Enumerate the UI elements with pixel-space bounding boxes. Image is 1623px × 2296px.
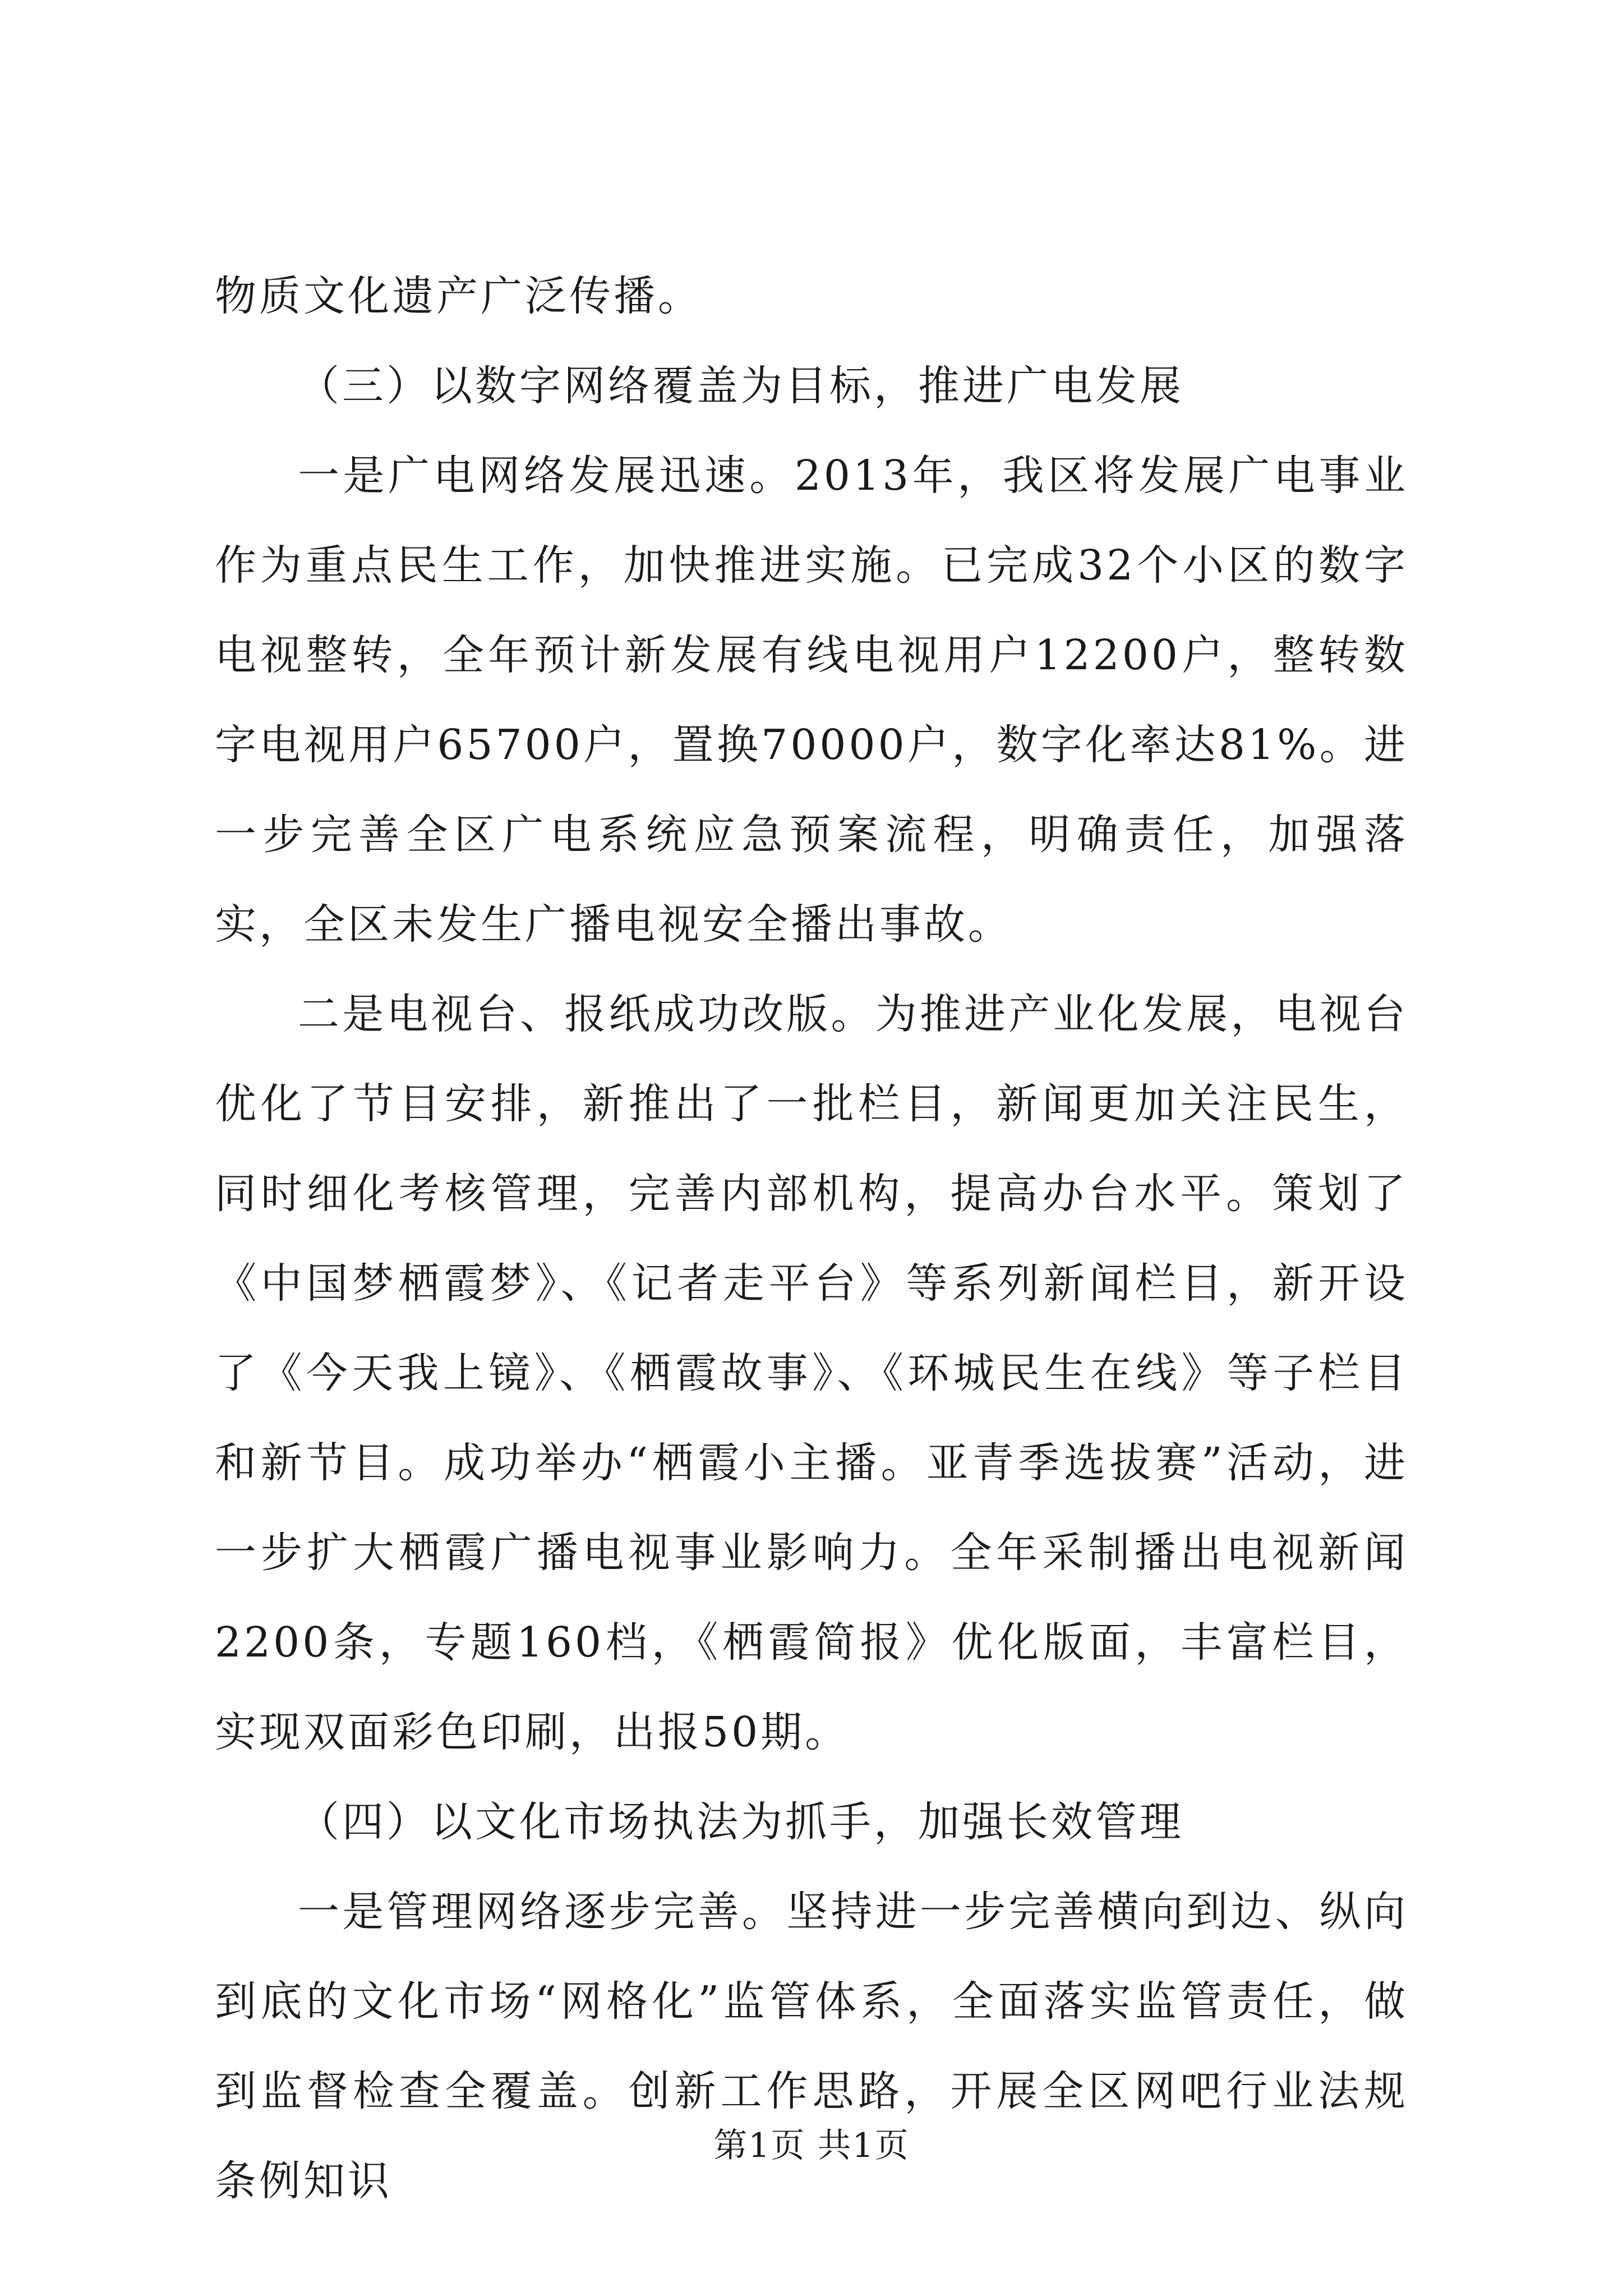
- page-number-label: 第1页 共1页: [713, 2126, 910, 2165]
- paragraph-continuation: 物质文化遗产广泛传播。: [215, 272, 702, 320]
- section-heading-3: （三）以数字网络覆盖为目标，推进广电发展: [298, 362, 1184, 410]
- paragraph-broadcast-network: 一是广电网络发展迅速。2013年，我区将发展广电事业作为重点民生工作，加快推进实施。已完成32个小区的数字电视整转，全年预计新发展有线电视用户12200户，整转数字电视用户65700户，置换70000户，数字化率达81%。进一步完善全区广电系统应急预案流程，明确责任，加强落实，全区未发生广播电视安全播出事故。: [215, 452, 1408, 949]
- paragraph-tv-newspaper-revamp: 二是电视台、报纸成功改版。为推进产业化发展，电视台优化了节目安排，新推出了一批栏目，新闻更加关注民生，同时细化考核管理，完善内部机构，提高办台水平。策划了《中国梦栖霞梦》、《记者走平台》等系列新闻栏目，新开设了《今天我上镜》、《栖霞故事》、《环城民生在线》等子栏目和新节目。成功举办“栖霞小主播。亚青季选拔赛”活动，进一步扩大栖霞广播电视事业影响力。全年采制播出电视新闻2200条，专题160档，《栖霞简报》优化版面，丰富栏目，实现双面彩色印刷，出报50期。: [215, 990, 1408, 1756]
- section-heading-4: （四）以文化市场执法为抓手，加强长效管理: [298, 1798, 1184, 1846]
- page-footer: [0, 2123, 1623, 2168]
- paragraph-management-network: 一是管理网络逐步完善。坚持进一步完善横向到边、纵向到底的文化市场“网格化”监管体系，全面落实监管责任，做到监督检查全覆盖。创新工作思路，开展全区网吧行业法规条例知识: [215, 1888, 1408, 2205]
- document-body: [215, 251, 1408, 2226]
